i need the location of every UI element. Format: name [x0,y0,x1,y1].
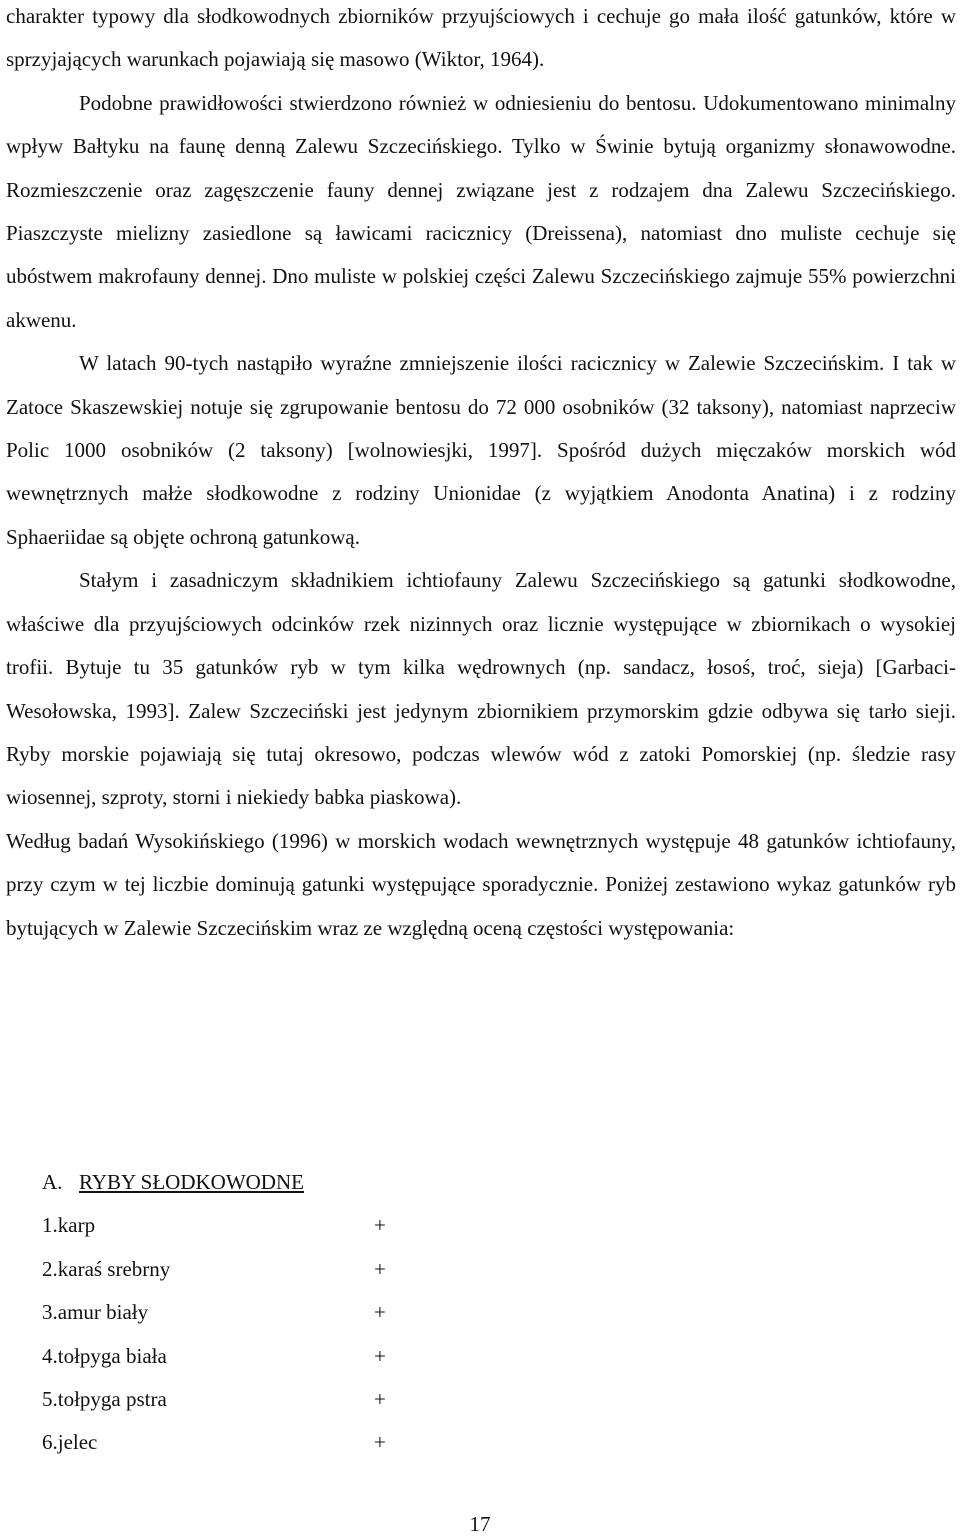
paragraph-ichthyofauna: Stałym i zasadniczym składnikiem ichtiofauny Zalewu Szczecińskiego są gatunki słodkowodne, właściwe dla przyujściowych odcinków rzek nizinnych oraz licznie występujące w zbiornikach o wysokiej trofii. Bytuje tu 35 gatunków ryb w tym kilka wędrownych (np. sandacz, łosoś, troć, sieja) [Garbaci-Wesołowska, 1993]. Zalew Szczeciński jest jedynym zbiornikiem przymorskim gdzie odbywa się tarło sieji. Ryby morskie pojawiają się tutaj okresowo, podczas wlewów wód z zatoki Pomorskiej (np. śledzie rasy wiosennej, szproty, storni i niekiedy babka piaskowa). [6,568,956,810]
frequency-mark: + [374,1386,386,1411]
body-text [6,0,956,950]
section-title: RYBY SŁODKOWODNE [79,1170,304,1194]
species-list [42,1204,442,1464]
frequency-mark: + [374,1430,386,1455]
paragraph-continuation: charakter typowy dla słodkowodnych zbiorników przyujściowych i cechuje go mała ilość gatunków, które w sprzyjających warunkach pojawiają się masowo (Wiktor, 1964). [6,4,956,72]
species-section [42,1161,442,1465]
page-number: 17 [469,1512,491,1536]
species-name: 5.tołpyga pstra [42,1386,167,1411]
species-name: 3.amur biały [42,1300,149,1325]
list-item [42,1291,442,1334]
list-item [42,1378,442,1421]
list-item [42,1335,442,1378]
list-item [42,1204,442,1247]
species-name: 1.karp [42,1213,96,1238]
frequency-mark: + [374,1256,386,1281]
frequency-mark: + [374,1343,386,1368]
frequency-mark: + [374,1300,386,1325]
list-item [42,1248,442,1291]
paragraph-species-intro: Według badań Wysokińskiego (1996) w morskich wodach wewnętrznych występuje 48 gatunków ichtiofauny, przy czym w tej liczbie dominują gatunki występujące sporadycznie. Poniżej zestawiono wykaz gatunków ryb bytujących w Zalewie Szczecińskim wraz ze względną oceną częstości występowania: [6,828,956,940]
frequency-mark: + [374,1213,386,1238]
paragraph-nineties: W latach 90-tych nastąpiło wyraźne zmniejszenie ilości racicznicy w Zalewie Szczecińskim. I tak w Zatoce Skaszewskiej notuje się zgrupowanie bentosu do 72 000 osobników (32 taksony), natomiast naprzeciw Polic 1000 osobników (2 taksony) [wolnowiesjki, 1997]. Spośród dużych mięczaków morskich wód wewnętrznych małże słodkowodne z rodziny Unionidae (z wyjątkiem Anodonta Anatina) i z rodziny Sphaeriidae są objęte ochroną gatunkową. [6,351,956,549]
section-heading [42,1161,442,1204]
paragraph-benthos: Podobne prawidłowości stwierdzono również w odniesieniu do bentosu. Udokumentowano minimalny wpływ Bałtyku na faunę denną Zalewu Szczecińskiego. Tylko w Świnie bytują organizmy słonawowodne. Rozmieszczenie oraz zagęszczenie fauny dennej związane jest z rodzajem dna Zalewu Szczecińskiego. Piaszczyste mielizny zasiedlone są ławicami racicznicy (Dreissena), natomiast dno muliste cechuje się ubóstwem makrofauny dennej. Dno muliste w polskiej części Zalewu Szczecińskiego zajmuje 55% powierzchni akwenu. [6,90,956,332]
species-name: 6.jelec [42,1430,98,1455]
list-item [42,1421,442,1464]
species-name: 4.tołpyga biała [42,1343,167,1368]
species-name: 2.karaś srebrny [42,1256,171,1281]
section-letter: A. [42,1170,63,1194]
